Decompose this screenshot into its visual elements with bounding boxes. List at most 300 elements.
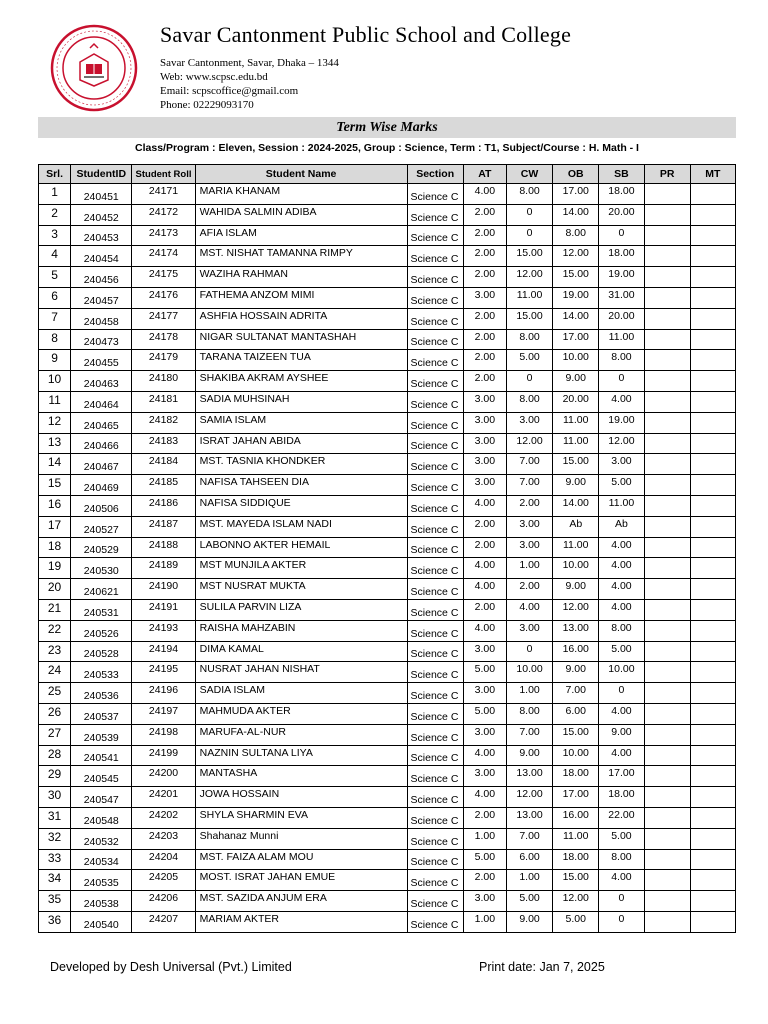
pr-mark-cell [644,537,690,558]
mt-mark-cell [690,599,735,620]
section-cell: Science C [407,891,463,912]
pr-mark-cell [644,516,690,537]
table-row [39,454,736,475]
student-name-cell: NAFISA SIDDIQUE [195,495,407,516]
marks-table [38,164,736,933]
table-row [39,807,736,828]
mt-mark-cell [690,308,735,329]
section-cell: Science C [407,787,463,808]
at-mark-cell: 2.00 [463,350,506,371]
document-header [0,0,768,118]
student-roll-cell: 24182 [132,412,195,433]
section-cell: Science C [407,641,463,662]
cw-mark-cell: 1.00 [506,558,552,579]
sb-mark-cell: 20.00 [599,204,644,225]
at-mark-cell: 3.00 [463,641,506,662]
column-header: StudentID [71,165,132,184]
serial-cell: 32 [39,828,71,849]
serial-cell: 14 [39,454,71,475]
at-mark-cell: 2.00 [463,371,506,392]
pr-mark-cell [644,267,690,288]
student-name-cell: WAHIDA SALMIN ADIBA [195,204,407,225]
student-roll-cell: 24183 [132,433,195,454]
at-mark-cell: 3.00 [463,724,506,745]
cw-mark-cell: 12.00 [506,267,552,288]
sb-mark-cell: 4.00 [599,537,644,558]
section-cell: Science C [407,807,463,828]
sb-mark-cell: 31.00 [599,287,644,308]
student-name-cell: MARUFA-AL-NUR [195,724,407,745]
student-id-cell: 240457 [71,287,132,308]
ob-mark-cell: 14.00 [553,495,599,516]
pr-mark-cell [644,599,690,620]
ob-mark-cell: 13.00 [553,620,599,641]
student-id-cell: 240527 [71,516,132,537]
print-date: Print date: Jan 7, 2025 [479,960,605,974]
sb-mark-cell: 4.00 [599,391,644,412]
mt-mark-cell [690,412,735,433]
section-cell: Science C [407,662,463,683]
cw-mark-cell: 2.00 [506,495,552,516]
ob-mark-cell: 11.00 [553,433,599,454]
sb-mark-cell: 9.00 [599,724,644,745]
student-roll-cell: 24181 [132,391,195,412]
pr-mark-cell [644,495,690,516]
cw-mark-cell: 12.00 [506,433,552,454]
section-cell: Science C [407,433,463,454]
table-row [39,433,736,454]
mt-mark-cell [690,433,735,454]
pr-mark-cell [644,391,690,412]
sb-mark-cell: 0 [599,683,644,704]
student-id-cell: 240545 [71,766,132,787]
cw-mark-cell: 3.00 [506,620,552,641]
cw-mark-cell: 3.00 [506,412,552,433]
table-row [39,371,736,392]
sb-mark-cell: 5.00 [599,641,644,662]
pr-mark-cell [644,246,690,267]
mt-mark-cell [690,891,735,912]
ob-mark-cell: 15.00 [553,454,599,475]
serial-cell: 33 [39,849,71,870]
student-roll-cell: 24207 [132,911,195,932]
mt-mark-cell [690,641,735,662]
serial-cell: 31 [39,807,71,828]
at-mark-cell: 3.00 [463,891,506,912]
pr-mark-cell [644,225,690,246]
student-roll-cell: 24191 [132,599,195,620]
cw-mark-cell: 0 [506,225,552,246]
student-id-cell: 240533 [71,662,132,683]
ob-mark-cell: 9.00 [553,475,599,496]
ob-mark-cell: 14.00 [553,308,599,329]
pr-mark-cell [644,558,690,579]
student-name-cell: SHAKIBA AKRAM AYSHEE [195,371,407,392]
section-cell: Science C [407,558,463,579]
ob-mark-cell: 11.00 [553,828,599,849]
at-mark-cell: 2.00 [463,308,506,329]
table-row [39,766,736,787]
report-info: Class/Program : Eleven, Session : 2024-2025, Group : Science, Term : T1, Subject/Course : H. Math - I [135,142,639,154]
mt-mark-cell [690,745,735,766]
student-roll-cell: 24187 [132,516,195,537]
student-name-cell: MARIA KHANAM [195,184,407,205]
ob-mark-cell: 20.00 [553,391,599,412]
student-id-cell: 240456 [71,267,132,288]
pr-mark-cell [644,662,690,683]
student-id-cell: 240535 [71,870,132,891]
mt-mark-cell [690,807,735,828]
sb-mark-cell: 11.00 [599,329,644,350]
ob-mark-cell: 10.00 [553,558,599,579]
student-id-cell: 240465 [71,412,132,433]
student-id-cell: 240526 [71,620,132,641]
student-roll-cell: 24175 [132,267,195,288]
school-name: Savar Cantonment Public School and College [160,22,572,47]
sb-mark-cell: 8.00 [599,350,644,371]
pr-mark-cell [644,891,690,912]
student-id-cell: 240536 [71,683,132,704]
student-roll-cell: 24184 [132,454,195,475]
ob-mark-cell: 8.00 [553,225,599,246]
mt-mark-cell [690,267,735,288]
cw-mark-cell: 8.00 [506,184,552,205]
serial-cell: 17 [39,516,71,537]
mt-mark-cell [690,724,735,745]
ob-mark-cell: 12.00 [553,599,599,620]
at-mark-cell: 3.00 [463,433,506,454]
sb-mark-cell: 18.00 [599,787,644,808]
table-row [39,225,736,246]
column-header: PR [644,165,690,184]
student-id-cell: 240539 [71,724,132,745]
serial-cell: 36 [39,911,71,932]
column-header: OB [553,165,599,184]
serial-cell: 15 [39,475,71,496]
at-mark-cell: 5.00 [463,703,506,724]
section-cell: Science C [407,599,463,620]
student-name-cell: RAISHA MAHZABIN [195,620,407,641]
student-name-cell: MAHMUDA AKTER [195,703,407,724]
table-row [39,703,736,724]
mt-mark-cell [690,184,735,205]
cw-mark-cell: 13.00 [506,766,552,787]
student-roll-cell: 24185 [132,475,195,496]
table-row [39,724,736,745]
ob-mark-cell: 6.00 [553,703,599,724]
mt-mark-cell [690,204,735,225]
section-cell: Science C [407,454,463,475]
serial-cell: 18 [39,537,71,558]
section-cell: Science C [407,412,463,433]
ob-mark-cell: 19.00 [553,287,599,308]
mt-mark-cell [690,246,735,267]
sb-mark-cell: 4.00 [599,558,644,579]
student-roll-cell: 24197 [132,703,195,724]
table-row [39,308,736,329]
ob-mark-cell: 9.00 [553,371,599,392]
mt-mark-cell [690,371,735,392]
report-title: Term Wise Marks [38,117,736,138]
developer-credit: Developed by Desh Universal (Pvt.) Limited [50,960,292,974]
pr-mark-cell [644,641,690,662]
student-id-cell: 240537 [71,703,132,724]
serial-cell: 11 [39,391,71,412]
student-name-cell: LABONNO AKTER HEMAIL [195,537,407,558]
sb-mark-cell: 4.00 [599,870,644,891]
student-id-cell: 240506 [71,495,132,516]
table-row [39,516,736,537]
section-cell: Science C [407,911,463,932]
serial-cell: 13 [39,433,71,454]
serial-cell: 28 [39,745,71,766]
cw-mark-cell: 0 [506,204,552,225]
student-id-cell: 240534 [71,849,132,870]
student-id-cell: 240530 [71,558,132,579]
section-cell: Science C [407,620,463,641]
cw-mark-cell: 7.00 [506,724,552,745]
student-name-cell: FATHEMA ANZOM MIMI [195,287,407,308]
sb-mark-cell: 0 [599,911,644,932]
cw-mark-cell: 5.00 [506,891,552,912]
mt-mark-cell [690,662,735,683]
student-roll-cell: 24178 [132,329,195,350]
mt-mark-cell [690,475,735,496]
serial-cell: 29 [39,766,71,787]
ob-mark-cell: 12.00 [553,891,599,912]
table-row [39,683,736,704]
serial-cell: 19 [39,558,71,579]
serial-cell: 30 [39,787,71,808]
pr-mark-cell [644,184,690,205]
student-roll-cell: 24190 [132,579,195,600]
mt-mark-cell [690,849,735,870]
at-mark-cell: 2.00 [463,807,506,828]
cw-mark-cell: 1.00 [506,683,552,704]
serial-cell: 26 [39,703,71,724]
pr-mark-cell [644,787,690,808]
mt-mark-cell [690,516,735,537]
student-id-cell: 240528 [71,641,132,662]
serial-cell: 1 [39,184,71,205]
at-mark-cell: 4.00 [463,579,506,600]
student-roll-cell: 24204 [132,849,195,870]
cw-mark-cell: 10.00 [506,662,552,683]
student-id-cell: 240529 [71,537,132,558]
at-mark-cell: 5.00 [463,662,506,683]
cw-mark-cell: 3.00 [506,537,552,558]
cw-mark-cell: 0 [506,371,552,392]
student-roll-cell: 24186 [132,495,195,516]
ob-mark-cell: 11.00 [553,537,599,558]
serial-cell: 22 [39,620,71,641]
section-cell: Science C [407,371,463,392]
student-name-cell: MST. FAIZA ALAM MOU [195,849,407,870]
pr-mark-cell [644,683,690,704]
serial-cell: 8 [39,329,71,350]
at-mark-cell: 3.00 [463,683,506,704]
student-roll-cell: 24200 [132,766,195,787]
column-header: Srl. [39,165,71,184]
mt-mark-cell [690,683,735,704]
serial-cell: 21 [39,599,71,620]
sb-mark-cell: 0 [599,891,644,912]
section-cell: Science C [407,225,463,246]
cw-mark-cell: 7.00 [506,828,552,849]
section-cell: Science C [407,350,463,371]
student-id-cell: 240469 [71,475,132,496]
cw-mark-cell: 1.00 [506,870,552,891]
sb-mark-cell: 20.00 [599,308,644,329]
at-mark-cell: 3.00 [463,475,506,496]
student-name-cell: MST. NISHAT TAMANNA RIMPY [195,246,407,267]
sb-mark-cell: 10.00 [599,662,644,683]
student-roll-cell: 24193 [132,620,195,641]
sb-mark-cell: 12.00 [599,433,644,454]
ob-mark-cell: 18.00 [553,849,599,870]
cw-mark-cell: 15.00 [506,246,552,267]
ob-mark-cell: 15.00 [553,724,599,745]
table-row [39,891,736,912]
student-name-cell: MST NUSRAT MUKTA [195,579,407,600]
student-id-cell: 240541 [71,745,132,766]
sb-mark-cell: 11.00 [599,495,644,516]
at-mark-cell: 1.00 [463,911,506,932]
at-mark-cell: 4.00 [463,745,506,766]
school-phone: Phone: 02229093170 [160,99,254,111]
student-name-cell: ASHFIA HOSSAIN ADRITA [195,308,407,329]
student-id-cell: 240453 [71,225,132,246]
table-row [39,828,736,849]
cw-mark-cell: 3.00 [506,516,552,537]
cw-mark-cell: 7.00 [506,475,552,496]
section-cell: Science C [407,870,463,891]
section-cell: Science C [407,204,463,225]
column-header: SB [599,165,644,184]
ob-mark-cell: 11.00 [553,412,599,433]
sb-mark-cell: 22.00 [599,807,644,828]
cw-mark-cell: 6.00 [506,849,552,870]
serial-cell: 34 [39,870,71,891]
mt-mark-cell [690,537,735,558]
student-name-cell: MARIAM AKTER [195,911,407,932]
section-cell: Science C [407,537,463,558]
at-mark-cell: 2.00 [463,329,506,350]
table-row [39,599,736,620]
table-row [39,267,736,288]
cw-mark-cell: 8.00 [506,329,552,350]
school-email: Email: scpscoffice@gmail.com [160,85,299,97]
student-roll-cell: 24180 [132,371,195,392]
table-row [39,558,736,579]
sb-mark-cell: 5.00 [599,475,644,496]
section-cell: Science C [407,828,463,849]
pr-mark-cell [644,579,690,600]
school-address: Savar Cantonment, Savar, Dhaka – 1344 [160,57,339,69]
student-id-cell: 240458 [71,308,132,329]
serial-cell: 16 [39,495,71,516]
section-cell: Science C [407,495,463,516]
serial-cell: 4 [39,246,71,267]
mt-mark-cell [690,558,735,579]
section-cell: Science C [407,683,463,704]
ob-mark-cell: 7.00 [553,683,599,704]
ob-mark-cell: 15.00 [553,870,599,891]
student-name-cell: MANTASHA [195,766,407,787]
table-row [39,870,736,891]
cw-mark-cell: 11.00 [506,287,552,308]
student-id-cell: 240467 [71,454,132,475]
cw-mark-cell: 0 [506,641,552,662]
mt-mark-cell [690,766,735,787]
section-cell: Science C [407,329,463,350]
student-id-cell: 240452 [71,204,132,225]
student-name-cell: Shahanaz Munni [195,828,407,849]
table-row [39,184,736,205]
serial-cell: 23 [39,641,71,662]
mt-mark-cell [690,703,735,724]
student-name-cell: NAFISA TAHSEEN DIA [195,475,407,496]
pr-mark-cell [644,870,690,891]
student-id-cell: 240532 [71,828,132,849]
serial-cell: 3 [39,225,71,246]
sb-mark-cell: 8.00 [599,849,644,870]
at-mark-cell: 2.00 [463,537,506,558]
student-roll-cell: 24203 [132,828,195,849]
mt-mark-cell [690,350,735,371]
ob-mark-cell: 12.00 [553,246,599,267]
mt-mark-cell [690,787,735,808]
serial-cell: 10 [39,371,71,392]
mt-mark-cell [690,225,735,246]
table-row [39,475,736,496]
student-roll-cell: 24177 [132,308,195,329]
student-id-cell: 240466 [71,433,132,454]
sb-mark-cell: 19.00 [599,267,644,288]
student-name-cell: NUSRAT JAHAN NISHAT [195,662,407,683]
student-roll-cell: 24198 [132,724,195,745]
ob-mark-cell: 14.00 [553,204,599,225]
table-row [39,246,736,267]
at-mark-cell: 2.00 [463,204,506,225]
cw-mark-cell: 5.00 [506,350,552,371]
cw-mark-cell: 12.00 [506,787,552,808]
ob-mark-cell: 5.00 [553,911,599,932]
student-name-cell: JOWA HOSSAIN [195,787,407,808]
column-header: Student Name [195,165,407,184]
student-name-cell: MST. SAZIDA ANJUM ERA [195,891,407,912]
student-name-cell: AFIA ISLAM [195,225,407,246]
section-cell: Science C [407,703,463,724]
table-row [39,662,736,683]
at-mark-cell: 2.00 [463,267,506,288]
cw-mark-cell: 8.00 [506,703,552,724]
student-roll-cell: 24172 [132,204,195,225]
table-row [39,287,736,308]
student-id-cell: 240473 [71,329,132,350]
student-roll-cell: 24176 [132,287,195,308]
mt-mark-cell [690,287,735,308]
ob-mark-cell: 18.00 [553,766,599,787]
sb-mark-cell: 18.00 [599,184,644,205]
serial-cell: 2 [39,204,71,225]
cw-mark-cell: 2.00 [506,579,552,600]
mt-mark-cell [690,454,735,475]
ob-mark-cell: 9.00 [553,662,599,683]
serial-cell: 27 [39,724,71,745]
student-id-cell: 240548 [71,807,132,828]
student-name-cell: ISRAT JAHAN ABIDA [195,433,407,454]
